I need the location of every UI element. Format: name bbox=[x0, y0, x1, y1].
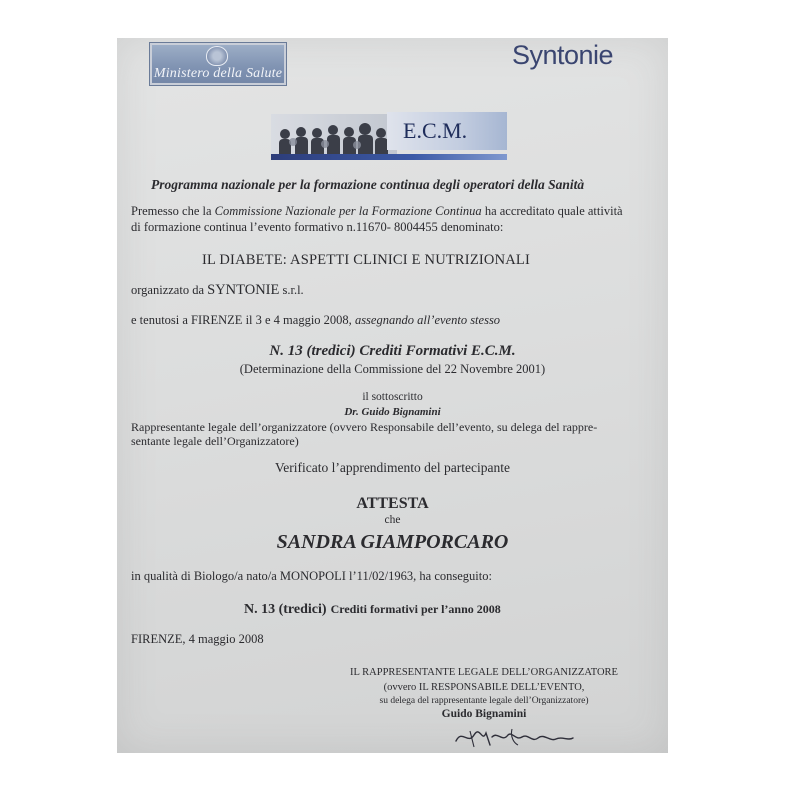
ecm-banner-bar bbox=[271, 154, 507, 160]
credits-earned: N. 13 (tredici) Crediti formativi per l’anno 2008 bbox=[244, 602, 501, 617]
representative-line-1: Rappresentante legale dell’organizzatore (ovvero Responsabile dell’evento, su delega del rappre- bbox=[131, 420, 598, 434]
ministry-logo bbox=[149, 42, 287, 86]
ecm-banner bbox=[271, 110, 507, 160]
premise-line-1: Premesso che la Commissione Nazionale per la Formazione Continua ha accreditato quale attività bbox=[131, 204, 623, 218]
qualification-line: in qualità di Biologo/a nato/a MONOPOLI l’11/02/1963, ha conseguito: bbox=[131, 569, 492, 583]
credits-note: (Determinazione della Commissione del 22 Novembre 2001) bbox=[239, 362, 546, 376]
certificate-sheet bbox=[117, 38, 668, 753]
verified-line: Verificato l’apprendimento del partecipante bbox=[274, 460, 511, 475]
undersigned-label: il sottoscritto bbox=[362, 391, 423, 403]
sign-block-line-1: IL RAPPRESENTANTE LEGALE DELL’ORGANIZZATORE bbox=[350, 667, 618, 678]
sign-block-line-3: su delega del rappresentante legale dell’Organizzatore) bbox=[379, 696, 589, 706]
premise-line-2: di formazione continua l’evento formativo n.11670- 8004455 denominato: bbox=[131, 220, 504, 234]
place-date: FIRENZE, 4 maggio 2008 bbox=[131, 632, 264, 646]
participant-name: SANDRA GIAMPORCARO bbox=[276, 531, 509, 553]
italian-emblem-icon bbox=[206, 46, 228, 66]
event-held: e tenutosi a FIRENZE il 3 e 4 maggio 2008, assegnando all’evento stesso bbox=[131, 313, 501, 327]
people-group-icon bbox=[273, 120, 395, 158]
credits-title: N. 13 (tredici) Crediti Formativi E.C.M. bbox=[269, 343, 516, 359]
attesta-heading: ATTESTA bbox=[356, 495, 429, 512]
undersigned-name: Dr. Guido Bignamini bbox=[344, 406, 441, 418]
organizer-name: SYNTONIE bbox=[207, 282, 280, 298]
event-name: IL DIABETE: ASPETTI CLINICI E NUTRIZIONALI bbox=[202, 252, 531, 268]
program-title: Programma nazionale per la formazione continua degli operatori della Sanità bbox=[151, 177, 585, 192]
commission-name: Commissione Nazionale per la Formazione Continua bbox=[214, 204, 482, 218]
sign-block-name: Guido Bignamini bbox=[441, 708, 527, 720]
syntonie-logo bbox=[512, 40, 613, 71]
ecm-photo bbox=[271, 114, 397, 154]
che-label: che bbox=[384, 514, 401, 526]
ecm-title: E.C.M. bbox=[403, 118, 468, 143]
handwritten-signature bbox=[452, 723, 577, 751]
syntonie-logo-text: Syntonie bbox=[512, 40, 614, 70]
ministry-logo-text: Ministero della Salute bbox=[153, 66, 283, 81]
organized-by: organizzato da SYNTONIE s.r.l. bbox=[131, 282, 304, 298]
representative-line-2: sentante legale dell’Organizzatore) bbox=[131, 434, 299, 448]
ecm-title-box bbox=[387, 112, 507, 150]
sign-block-line-2: (ovvero IL RESPONSABILE DELL’EVENTO, bbox=[383, 682, 585, 693]
